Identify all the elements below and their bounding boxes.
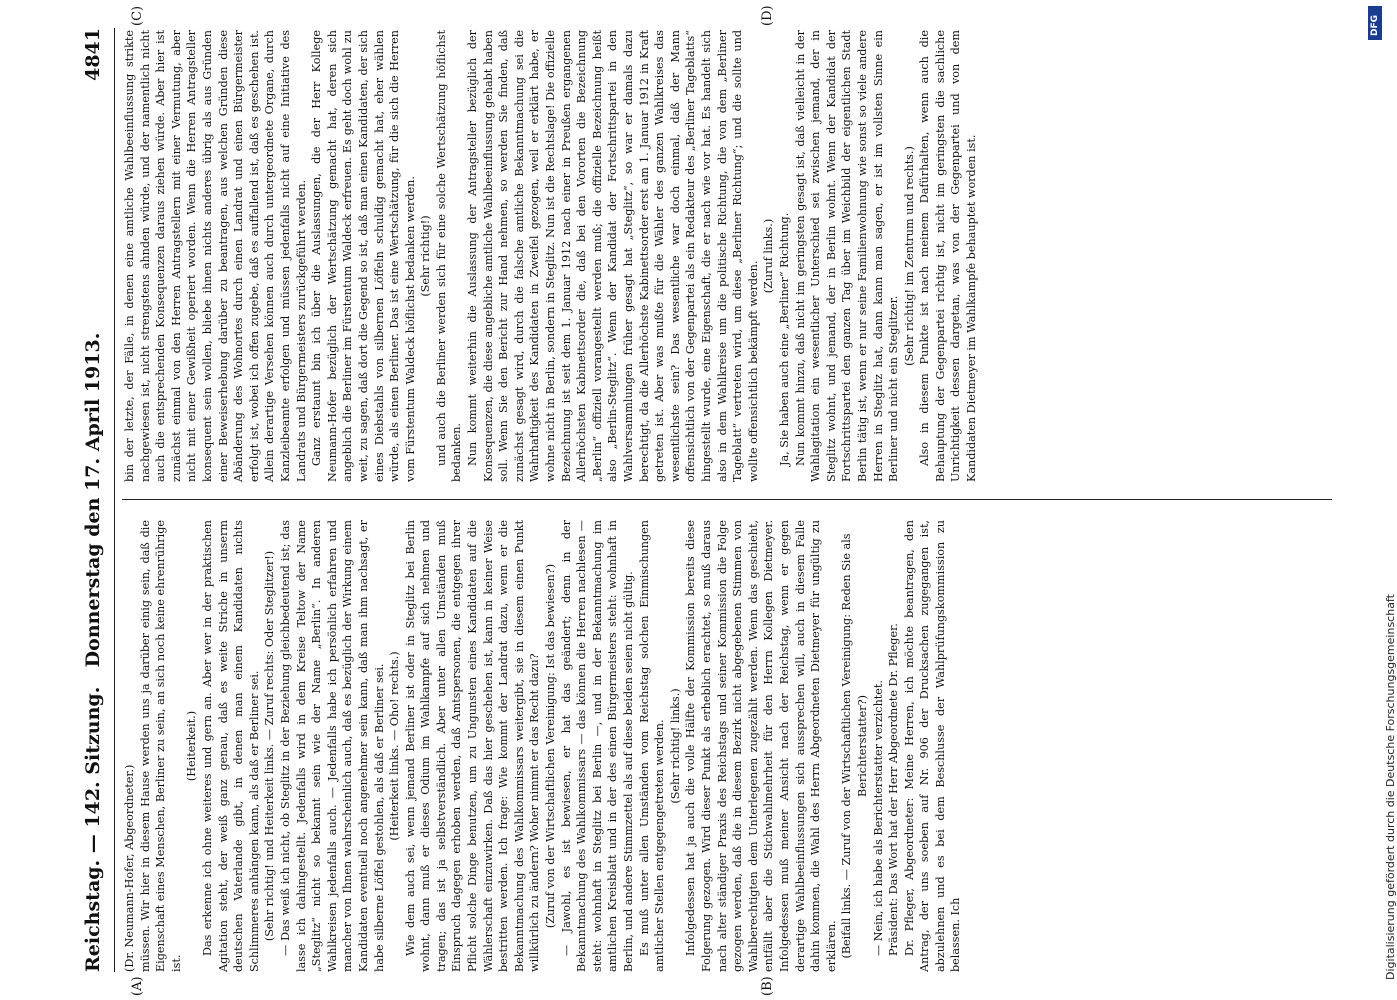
interjection: (Zuruf links.) [762,218,776,294]
column-divider [122,499,1332,500]
paragraph: Nun kommt weiterhin die Auslassung der Antragsteller bezüglich der Konsequenzen, die diese angebliche amtliche Wahlbeeinflussung gehabt haben soll. Wenn Sie den Bericht zur Hand nehmen, so werden Sie finden, daß zunächst gesagt wird, durch die falsche amtliche Bekanntmachung sei die Wahrhaftigkeit des Kandidaten in Zweifel gezogen, weil er erklärt habe, er wohne nicht in Berlin, sondern in Steglitz. Nun ist die Rechtslage! Die offizielle Bezeichnung ist seit dem 1. Januar 1912 nach einer in Preußen ergangenen Allerhöchsten Kabinettsorder die, daß bei den Vororten die Bezeichnung „Berlin“ offiziell vorangestellt werden muß; die offizielle Bezeichnung heißt also „Berlin-Steglitz“. Wenn der Kandidat der Fortschrittspartei in den Wahlversammlungen früher gesagt hat „Steglitz“, so war er damals dazu berechtigt, da die Allerhöchste Kabinettsorder erst am 1. Januar 1912 in Kraft getreten ist. Aber was mußte für die Wähler des ganzen Wahlkreises das wesentlichste sein? Das wesentliche war doch einmal, daß der Mann offensichtlich von der Gegenpartei als ein Redakteur des „Berliner Tageblatts“ hingestellt wurde, eine Eigenschaft, die er nach wie vor hat. Es handelt sich also in dem Wahlkreise um die politische Richtung, die von dem „Berliner Tageblatt“ vertreten wird, um diese „Berliner Richtung“; und die sollte und wollte offensichtlich bekämpft werden. [466,30,760,482]
paragraph: Also in diesem Punkte ist nach meinem Dafürhalten, wenn auch die Behauptung der Gegenpartei richtig ist, nicht im geringsten die sachliche Unrichtigkeit dessen dargetan, was von der Gegenpartei und von dem Kandidaten Dietmeyer im Wahlkampfe behauptet worden ist. [918,30,979,482]
paragraph: Infolgedessen hat ja auch die volle Hälfte der Kommission bereits diese Folgerung gezogen. Wird dieser Punkt als erheblich erachtet, so muß daraus nach alter ständiger Praxis des Reichstags und seiner Kommission die Folge gezogen werden, daß die in diesem Bezirk nicht abgegebenen Stimmen von Wahlberechtigten dem Unterlegenen zugezählt werden. Wenn das geschieht, entfällt aber die Stichwahlmehrheit für den Herrn Kollegen Dietmeyer. Infolgedessen muß meiner Ansicht nach der Reichstag, wenn er gegen derartige Wahlbeeinflussungen sich aussprechen will, auch in diesem Falle dahin kommen, die Wahl des Herrn Abgeordneten Dietmeyer für ungültig zu erklären. [684,520,838,972]
paragraph: müssen. Wir hier in diesem Hause werden uns ja darüber einig sein, daß die Eigenschaft eines Menschen, Berliner zu sein, an sich noch keine ehrenrührige ist. [138,520,183,972]
margin-mark-b: (B) [760,976,775,996]
paragraph: Ganz erstaunt bin ich über die Auslassungen, die der Herr Kollege Neumann-Hofer bezüglich der Wertschätzung gemacht hat, deren sich angeblich die Berliner im Fürstentum Waldeck erfreuen. Es geht doch wohl zu weit, zu sagen, daß dort die Gegend so ist, daß man einen Kandidaten, der sich eines Diebstahls von silbernen Löffeln schuldig gemacht hat, eher wählen würde, als einen Berliner. Das ist eine Wertschätzung, für die sich die Herren vom Fürstentum Waldeck höflichst bedanken werden. [310,30,417,482]
page-header [82,28,110,972]
dfg-logo [1368,6,1382,40]
header-date: Donnerstag den 17. April 1913. [82,332,104,668]
header-left: Reichstag. — 142. Sitzung. [82,686,104,972]
interjection: (Sehr richtig! links.) [668,688,682,804]
paragraph: Das erkenne ich ohne weiteres und gern an. Aber wer in der praktischen Agitation steht, der weiß ganz genau, daß es weite Striche in unserm deutschen Vaterlande gibt, in denen man einem Kandidaten nichts Schlimmeres anhängen kann, als daß er Berliner sei. [200,520,261,972]
header-rule [114,28,115,972]
paragraph: Ja, Sie haben auch eine „Berliner“ Richtung. [777,212,791,466]
rotated-page-sheet [70,0,1360,1000]
paragraph: — Nein, ich habe als Berichterstatter verzichtet. [871,680,885,956]
paragraph: und auch die Berliner werden sich für eine solche Wertschätzung höflichst bedanken. [434,30,464,482]
margin-mark-a: (A) [130,976,145,996]
left-column [122,520,1337,972]
interjection: (Sehr richtig! im Zentrum und rechts.) [902,146,916,366]
paragraph: Präsident: Das Wort hat der Herr Abgeordnete Dr. Pfleger. [887,623,901,956]
page-number: 4841 [82,28,104,81]
interjection: (Zuruf von der Wirtschaftlichen Vereinigung: Ist das bewiesen?) [544,563,558,929]
interjection: (Heiterkeit links. — Oho! rechts.) [388,651,402,841]
right-column [122,30,1337,482]
margin-mark-d: (D) [760,5,775,26]
paragraph: (Dr. Neumann-Hofer, Abgeordneter.) [123,764,136,972]
paragraph: Wie dem auch sei, wenn jemand Berliner ist oder in Steglitz bei Berlin wohnt, dann muß er dieses Odium im Wahlkampfe auf sich nehmen und tragen; das ist ja selbstverständlich. Aber unter allen Umständen muß Einspruch dagegen erhoben werden, daß Amtspersonen, die entgegen ihrer Pflicht solche Dinge benutzen, um zu Ungunsten eines Kandidaten auf die Wählerschaft einzuwirken. Daß das hier geschehen ist, kann in keiner Weise bestritten werden. Ich frage: Wie kommt der Landrat dazu, wenn er die Bekanntmachung des Wahlkommissars weitergibt, sie in diesem einen Punkt willkürlich zu ändern? Woher nimmt er das Recht dazu? [403,520,542,972]
digitization-watermark [1360,0,1397,1000]
paragraph: Es muß unter allen Umständen vom Reichstag solchen Einmischungen amtlicher Stellen entgegengetreten werden. [637,520,667,972]
paragraph: bin der letzte, der Fälle, in denen eine amtliche Wahlbeeinflussung strikte nachgewiesen ist, nicht strengstens ahnden würde, und der namentlich nicht auch die entsprechenden Konsequenzen daraus ziehen würde. Aber hier ist zunächst einmal von den Herren Antragstellern mit einer Vermutung, aber nicht mit einer Gewißheit operiert worden. Wenn die Herren Antragsteller konsequent sein wollen, bliebe ihnen nichts anderes übrig als aus Gründen einer Beweiserhebung darüber zu beantragen, aus welchen Gründen diese Abänderung des Wohnortes durch einen Landrat und einen Bürgermeister erfolgt ist, wobei ich offen zugebe, daß es auffallend ist, daß es geschehen ist. Allein derartige Versehen können auch durch untergeordnete Organe, durch Kanzleibeamte erfolgen und müssen jedenfalls nicht auf eine Initiative des Landrats und Bürgermeisters zurückgeführt werden. [123,30,308,482]
interjection: (Beifall links. — Zuruf von der Wirtschaftlichen Vereinigung: Reden Sie als Berichterstatter?) [840,533,869,959]
interjection: (Heiterkeit.) [185,710,199,782]
interjection: (Sehr richtig! und Heiterkeit links. — Zuruf rechts: Oder Steglitzer!) [263,550,277,942]
margin-mark-c: (C) [130,5,145,26]
paragraph: — Jawohl, es ist bewiesen, er hat das geändert; denn in der Bekanntmachung des Wahlkommissars — das können die Herren nachlesen — steht: wohnhaft in Steglitz bei Berlin —, und in der Bekanntmachung im amtlichen Kreisblatt und in der des einen Bürgermeisters steht: wohnhaft in Berlin, und andere Stimmzettel als auf diese beiden seien nicht gültig. [559,520,635,972]
paragraph: Nun kommt hinzu, daß nicht im geringsten gesagt ist, daß vielleicht in der Wahlagitation ein wesentlicher Unterschied sei zwischen jemand, der in Steglitz wohnt, und jemand, der in Berlin wohnt. Wenn der Kandidat der Fortschrittspartei den ganzen Tag über im Weichbild der eigentlichen Stadt Berlin tätig ist, wenn er nur seine Familienwohnung wie sonst so viele andere Herren in Steglitz hat, dann kann man sagen, er ist im vollsten Sinne ein Berliner und nicht ein Steglitzer. [793,30,901,482]
watermark-text: Digitalisierung gefördert durch die Deutsche Forschungsgemeinschaft [1384,594,1397,980]
interjection: (Sehr richtig!) [419,215,433,297]
paragraph: Dr. Pfleger, Abgeordneter: Meine Herren, ich möchte beantragen, den Antrag, der uns soeben auf Nr. 906 der Drucksachen zugegangen ist, abzulehnen und es bei dem Beschlusse der Wahlprüfungskommission zu belassen. Ich [902,520,963,972]
dfg-logo-text: DFG [1370,14,1380,36]
paragraph: — Das weiß ich nicht, ob Steglitz in der Beziehung gleichbedeutend ist; das lasse ich dahingestellt. Jedenfalls wird in dem Kreise Teltow der Name „Steglitz“ nicht so bekannt sein wie der Name „Berlin“. In anderen Wahlkreisen jedenfalls auch. — Jedenfalls habe ich persönlich erfahren und mancher von Ihnen wahrscheinlich auch, daß es bezüglich der Wirkung einem Kandidaten eventuell noch angenehmer sein kann, daß man ihm nachsagt, er habe silberne Löffel gestohlen, als daß er Berliner sei. [278,520,386,972]
